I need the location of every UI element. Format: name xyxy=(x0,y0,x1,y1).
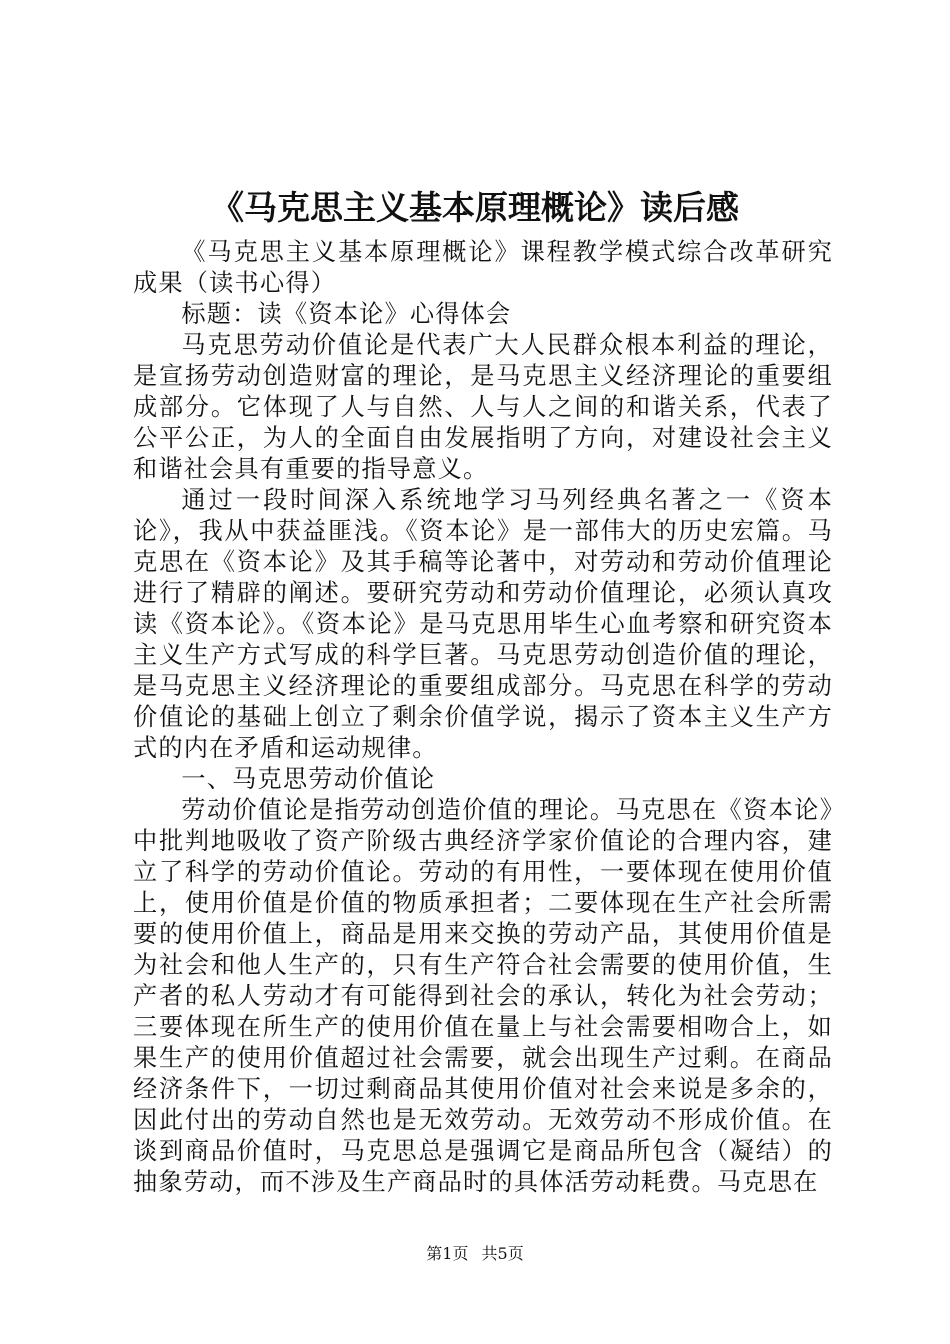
section-heading: 一、马克思劳动价值论 xyxy=(181,765,436,793)
page-footer xyxy=(0,1243,950,1265)
page-number: 第1页 xyxy=(426,1244,469,1263)
paragraph-heading: 标题：读《资本论》心得体会 xyxy=(181,300,512,328)
paragraph-study: 通过一段时间深入系统地学习马列经典名著之一《资本论》，我从中获益匪浅。《资本论》是一部伟大的历史宏篇。马克思在《资本论》及其手稿等论著中，对劳动和劳动价值理论进行了精辟的阐述。要研究劳动和劳动价值理论，必须认真攻读《资本论》。《资本论》是马克思用毕生心血考察和研究资本主义生产方式写成的科学巨著。马克思劳动创造价值的理论，是马克思主义经济理论的重要组成部分。马克思在科学的劳动价值论的基础上创立了剩余价值学说，揭示了资本主义生产方式的内在矛盾和运动规律。 xyxy=(133,486,833,762)
document-title: 《马克思主义基本原理概论》读后感 xyxy=(211,188,739,227)
document-body xyxy=(133,237,833,1198)
paragraph-intro: 马克思劳动价值论是代表广大人民群众根本利益的理论，是宣扬劳动创造财富的理论，是马克思主义经济理论的重要组成部分。它体现了人与自然、人与人之间的和谐关系，代表了公平公正，为人的全面自由发展指明了方向，对建设社会主义和谐社会具有重要的指导意义。 xyxy=(133,331,833,483)
paragraph-labor-value: 劳动价值论是指劳动创造价值的理论。马克思在《资本论》中批判地吸收了资产阶级古典经济学家价值论的合理内容，建立了科学的劳动价值论。劳动的有用性，一要体现在使用价值上，使用价值是价值的物质承担者；二要体现在生产社会所需要的使用价值上，商品是用来交换的劳动产品，其使用价值是为社会和他人生产的，只有生产符合社会需要的使用价值，生产者的私人劳动才有可能得到社会的承认，转化为社会劳动；三要体现在所生产的使用价值在量上与社会需要相吻合上，如果生产的使用价值超过社会需要，就会出现生产过剩。在商品经济条件下，一切过剩商品其使用价值对社会来说是多余的，因此付出的劳动自然也是无效劳动。无效劳动不形成价值。在谈到商品价值时，马克思总是强调它是商品所包含（凝结）的抽象劳动，而不涉及生产商品时的具体活劳动耗费。马克思在 xyxy=(133,796,833,1196)
paragraph-subtitle: 《马克思主义基本原理概论》课程教学模式综合改革研究成果（读书心得） xyxy=(133,238,833,297)
page-total: 共5页 xyxy=(481,1244,524,1263)
